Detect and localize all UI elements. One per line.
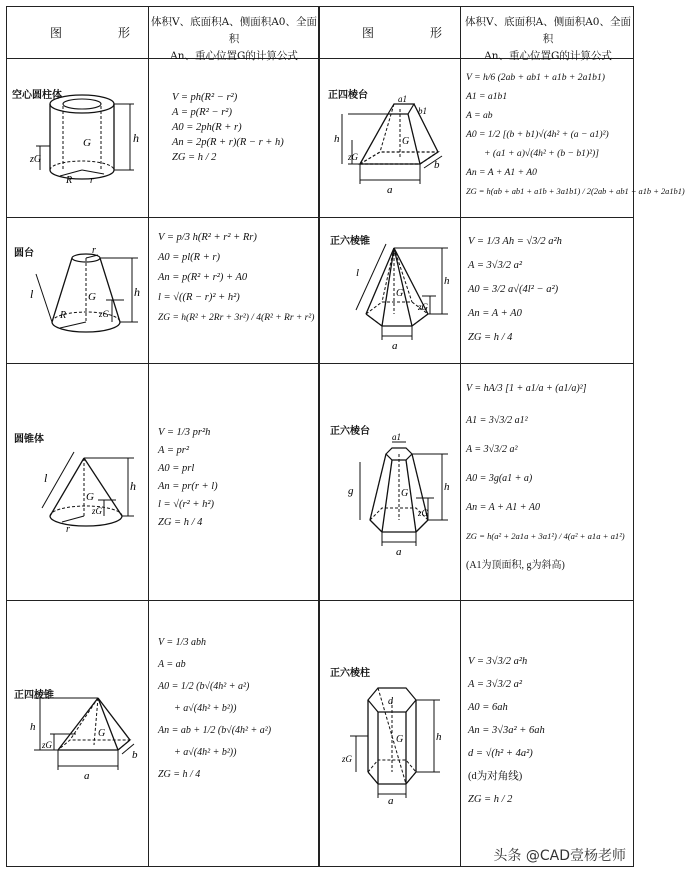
grid-line	[318, 6, 320, 866]
formula-line: An = A + A1 + A0	[466, 167, 537, 178]
formulas-cone	[158, 424, 218, 532]
hexagonal-frustum-figure	[344, 432, 456, 560]
label-r: r	[90, 175, 94, 186]
formula-line: V = p/3 h(R² + r² + Rr)	[158, 232, 257, 243]
formula-line: An = pr(r + l)	[158, 481, 218, 492]
grid-line	[460, 6, 461, 866]
label-zG: zG	[348, 152, 359, 162]
grid-line	[6, 600, 634, 601]
grid-line	[6, 363, 634, 364]
formula-line: A = ab	[158, 659, 186, 670]
shape-name-cone: 圆锥体	[14, 434, 44, 445]
shape-name-hollow-cylinder: 空心圆柱体	[12, 90, 62, 101]
label-h: h	[334, 133, 340, 145]
label-b: b	[132, 749, 138, 761]
label-zG: zG	[418, 508, 429, 518]
grid-line	[6, 6, 634, 7]
header-line-2: An、重心位置G的计算公式	[484, 50, 612, 62]
formula-line: ZG = h(a² + 2a1a + 3a1²) / 4(a² + a1a + a1²)	[466, 531, 625, 541]
label-zG: zG	[30, 154, 42, 165]
formula-line: (d为对角线)	[468, 771, 523, 782]
label-zG: zG	[92, 506, 103, 516]
formula-line: A0 = 1/2 (b√(4h² + a²)	[158, 681, 250, 692]
watermark: 头条 @CAD壹杨老师	[493, 848, 626, 864]
formula-line: A = 3√3/2 a²	[468, 260, 523, 271]
square-frustum-figure	[330, 94, 456, 206]
label-G: G	[98, 728, 106, 739]
formulas-hexagonal-pyramid	[468, 230, 562, 350]
formula-line: An = 2p(R + r)(R − r + h)	[172, 137, 284, 148]
label-h: h	[30, 721, 36, 733]
square-pyramid-figure	[14, 686, 144, 796]
grid-line	[6, 6, 7, 866]
formula-line: A0 = 6ah	[468, 702, 508, 713]
label-G: G	[396, 734, 404, 745]
hexagonal-pyramid-figure	[332, 240, 456, 356]
formula-line: A1 = a1b1	[466, 91, 508, 102]
formula-line: A0 = 3/2 a√(4l² − a²)	[468, 284, 559, 295]
label-r: r	[66, 524, 70, 535]
formula-column-header-right	[462, 14, 634, 65]
formula-line: A0 = pl(R + r)	[158, 252, 220, 263]
formula-line: V = ph(R² − r²)	[172, 92, 238, 103]
label-zG: zG	[418, 302, 429, 312]
formula-line: ZG = h / 2	[172, 152, 217, 163]
formula-line: V = 1/3 Ah = √3/2 a²h	[468, 236, 562, 247]
label-b1: b1	[418, 106, 427, 116]
formula-line: + (a1 + a)√(4h² + (b − b1)²)]	[484, 148, 599, 159]
formula-line: An = 3√3a² + 6ah	[468, 725, 545, 736]
hexagonal-prism-figure	[336, 680, 456, 807]
shape-name-hexagonal-prism: 正六棱柱	[330, 668, 370, 679]
formula-line: An = p(R² + r²) + A0	[158, 272, 248, 283]
formula-line: A0 = 1/2 [(b + b1)√(4h² + (a − a1)²)	[466, 129, 609, 140]
formula-line: ZG = h(ab + ab1 + a1b + 3a1b1) / 2(2ab + ab1 + a1b + 2a1b1)	[466, 187, 685, 196]
shape-name-square-frustum: 正四棱台	[328, 90, 368, 101]
formula-line: A0 = 3g(a1 + a)	[466, 473, 533, 484]
shape-name-square-pyramid: 正四棱锥	[14, 690, 54, 701]
formula-line: A = ab	[466, 110, 493, 121]
formula-column-header	[150, 14, 318, 65]
label-a: a	[396, 546, 402, 558]
label-r: r	[92, 245, 96, 256]
formulas-hexagonal-prism	[468, 650, 545, 811]
formula-line: l = √((R − r)² + h²)	[158, 292, 240, 303]
formula-line: A0 = prl	[158, 463, 195, 474]
label-h: h	[134, 285, 140, 299]
label-G: G	[83, 137, 91, 149]
formulas-hexagonal-frustum	[466, 372, 625, 580]
label-a1: a1	[398, 94, 407, 104]
formula-line: An = A + A0	[468, 308, 522, 319]
label-a: a	[392, 340, 398, 352]
formula-line: A = pr²	[158, 445, 190, 456]
formula-line: d = √(h² + 4a²)	[468, 748, 533, 759]
formula-line: ZG = h(R² + 2Rr + 3r²) / 4(R² + Rr + r²)	[158, 313, 315, 323]
label-a: a	[388, 795, 394, 807]
formula-line: A0 = 2ph(R + r)	[172, 122, 242, 133]
label-G: G	[88, 291, 96, 303]
label-g: g	[348, 485, 354, 497]
label-l: l	[356, 267, 360, 279]
formulas-frustum-cone	[158, 228, 314, 328]
cone-figure	[22, 448, 144, 552]
header-line-2: An、重心位置G的计算公式	[170, 50, 298, 62]
formula-line: + a√(4h² + b²))	[174, 703, 237, 714]
formula-line: ZG = h / 4	[158, 517, 203, 528]
formula-line: l = √(r² + h²)	[158, 499, 214, 510]
label-zG: zG	[99, 309, 110, 319]
label-R: R	[66, 175, 73, 186]
formula-line: A = 3√3/2 a²	[466, 444, 518, 455]
header-line-1: 体积V、底面积A、侧面积A0、全面积	[465, 16, 631, 45]
label-a: a	[84, 770, 90, 782]
formula-line: ZG = h / 4	[158, 769, 201, 780]
figure-column-header-right: 图 形	[362, 26, 465, 40]
formula-line: An = ab + 1/2 (b√(4h² + a²)	[158, 725, 272, 736]
grid-line	[6, 866, 634, 867]
header-line-1: 体积V、底面积A、侧面积A0、全面积	[151, 16, 317, 45]
formula-line: V = 3√3/2 a²h	[468, 656, 528, 667]
label-a1: a1	[392, 432, 401, 442]
shape-name-hexagonal-frustum: 正六棱台	[330, 426, 370, 437]
label-l: l	[44, 471, 48, 485]
label-h: h	[133, 131, 139, 145]
grid-line	[6, 217, 634, 218]
formulas-hollow-cylinder	[172, 90, 284, 165]
shape-name-frustum-cone: 圆台	[14, 248, 34, 259]
frustum-cone-figure	[26, 244, 144, 356]
figure-column-header: 图 形	[50, 26, 153, 40]
formulas-square-pyramid	[158, 632, 271, 786]
label-l: l	[30, 287, 34, 301]
label-G: G	[396, 288, 404, 299]
formula-line: ZG = h / 4	[468, 332, 513, 343]
label-R: R	[60, 310, 67, 321]
label-G: G	[401, 488, 409, 499]
label-h: h	[444, 481, 450, 493]
grid-line	[148, 6, 149, 866]
formula-line: A = p(R² − r²)	[172, 107, 232, 118]
label-h: h	[436, 731, 442, 743]
formula-line: A1 = 3√3/2 a1²	[466, 415, 528, 426]
formulas-square-frustum	[466, 68, 685, 201]
label-h: h	[130, 479, 136, 493]
formula-line: V = hA/3 [1 + a1/a + (a1/a)²]	[466, 383, 587, 394]
formula-line: (A1为顶面积, g为斜高)	[466, 560, 565, 571]
label-b: b	[434, 159, 440, 171]
label-zG: zG	[42, 740, 53, 750]
shape-name-hexagonal-pyramid: 正六棱锥	[330, 236, 370, 247]
label-a: a	[387, 184, 393, 196]
label-d: d	[388, 696, 393, 707]
formula-line: ZG = h / 2	[468, 794, 513, 805]
label-zG: zG	[342, 754, 353, 764]
formula-line: V = 1/3 pr²h	[158, 427, 211, 438]
hollow-cylinder-figure	[30, 90, 142, 200]
formula-line: + a√(4h² + b²))	[174, 747, 237, 758]
formula-line: A = 3√3/2 a²	[468, 679, 523, 690]
formula-line: An = A + A1 + A0	[466, 502, 540, 513]
formula-line: V = h/6 (2ab + ab1 + a1b + 2a1b1)	[466, 72, 605, 83]
label-G: G	[402, 136, 410, 147]
formula-line: V = 1/3 abh	[158, 637, 206, 648]
label-h: h	[444, 275, 450, 287]
label-G: G	[86, 491, 94, 503]
